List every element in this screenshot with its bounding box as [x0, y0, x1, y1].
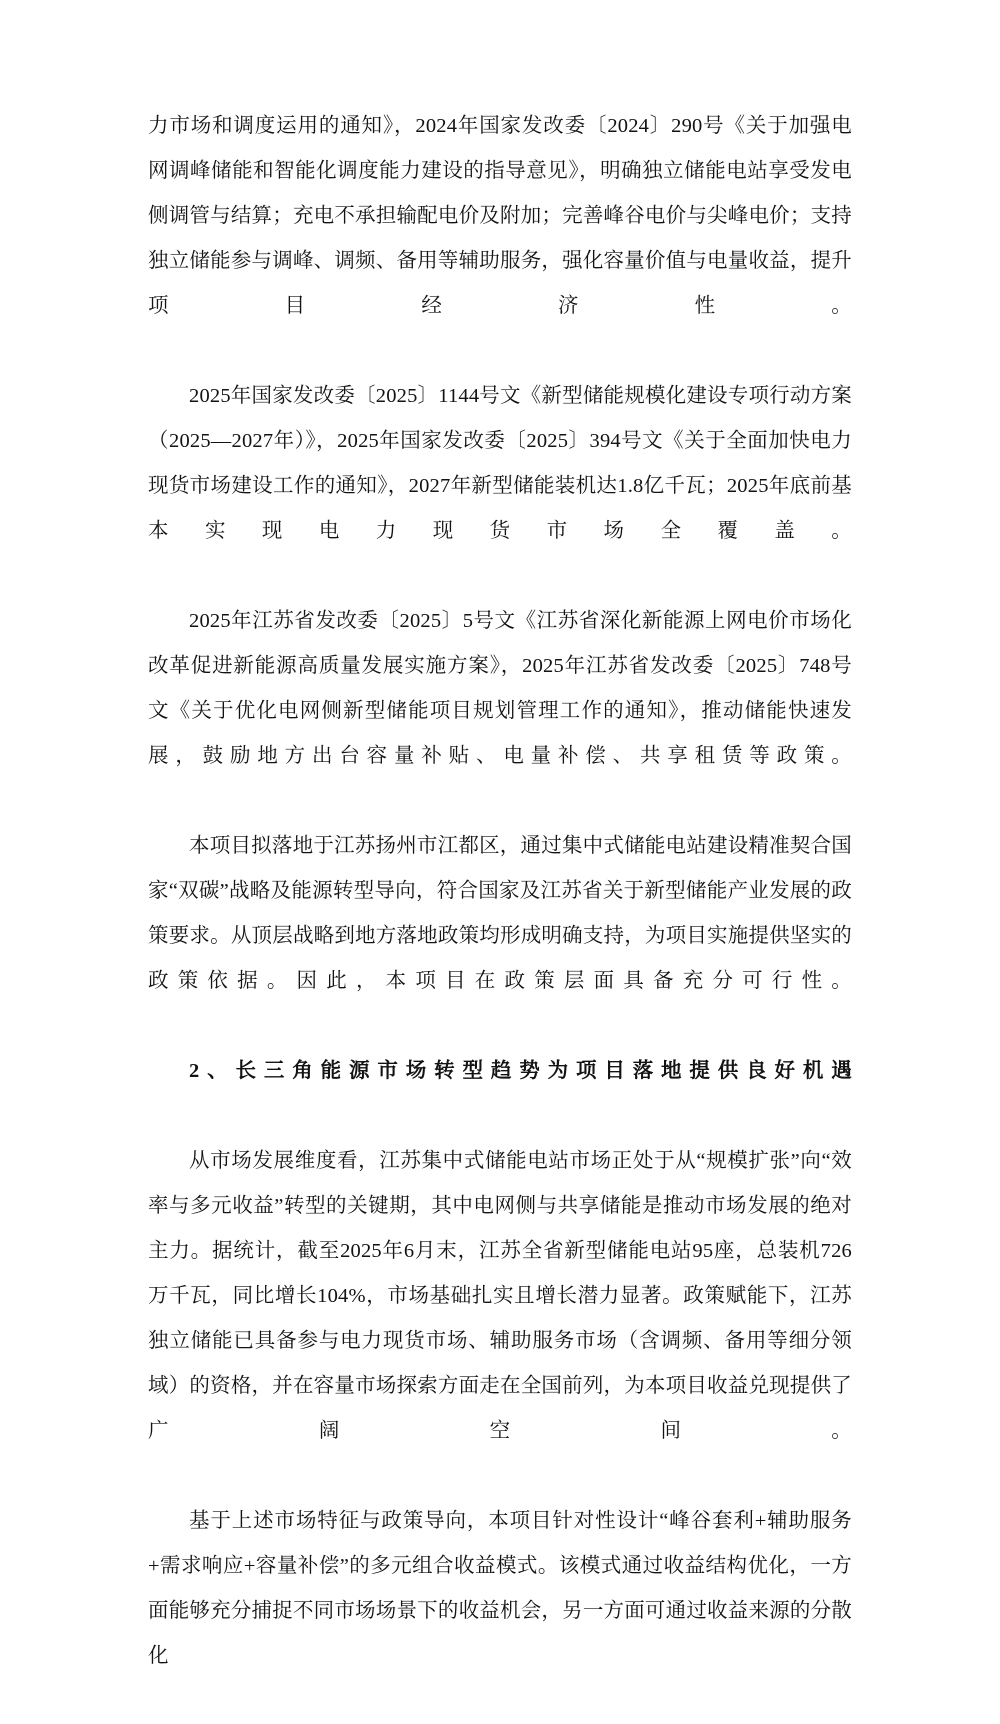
paragraph-revenue-model: 基于上述市场特征与政策导向，本项目针对性设计“峰谷套利+辅助服务+需求响应+容量补偿”的多元组合收益模式。该模式通过收益结构优化，一方面能够充分捕捉不同市场场景下的收益机会，另一方面可通过收益来源的分散化 — [148, 1510, 852, 1667]
paragraph-jiangsu-2025: 2025年江苏省发改委〔2025〕5号文《江苏省深化新能源上网电价市场化改革促进新能源高质量发展实施方案》，2025年江苏省发改委〔2025〕748号文《关于优化电网侧新型储能项目规划管理工作的通知》，推动储能快速发展，鼓励地方出台容量补贴、电量补偿、共享租赁等政策。 — [148, 610, 852, 767]
paragraph-policy-continuation: 力市场和调度运用的通知》，2024年国家发改委〔2024〕290号《关于加强电网调峰储能和智能化调度能力建设的指导意见》，明确独立储能电站享受发电侧调管与结算；充电不承担输配电价及附加；完善峰谷电价与尖峰电价；支持独立储能参与调峰、调频、备用等辅助服务，强化容量价值与电量收益，提升项目经济性。 — [148, 115, 852, 317]
paragraph-project-site: 本项目拟落地于江苏扬州市江都区，通过集中式储能电站建设精准契合国家“双碳”战略及能源转型导向，符合国家及江苏省关于新型储能产业发展的政策要求。从顶层战略到地方落地政策均形成明确支持，为项目实施提供坚实的政策依据。因此，本项目在政策层面具备充分可行性。 — [148, 835, 852, 992]
paragraph-market-analysis: 从市场发展维度看，江苏集中式储能电站市场正处于从“规模扩张”向“效率与多元收益”转型的关键期，其中电网侧与共享储能是推动市场发展的绝对主力。据统计，截至2025年6月末，江苏全省新型储能电站95座，总装机726万千瓦，同比增长104%，市场基础扎实且增长潜力显著。政策赋能下，江苏独立储能已具备参与电力现货市场、辅助服务市场（含调频、备用等细分领域）的资格，并在容量市场探索方面走在全国前列，为本项目收益兑现提供了广阔空间。 — [148, 1150, 852, 1442]
document-body — [148, 104, 852, 1724]
paragraph-heading-market-opportunity: 2、长三角能源市场转型趋势为项目落地提供良好机遇 — [189, 1060, 852, 1082]
paragraph-national-2025: 2025年国家发改委〔2025〕1144号文《新型储能规模化建设专项行动方案（2025—2027年）》，2025年国家发改委〔2025〕394号文《关于全面加快电力现货市场建设工作的通知》，2027年新型储能装机达1.8亿千瓦；2025年底前基本实现电力现货市场全覆盖。 — [148, 385, 852, 542]
